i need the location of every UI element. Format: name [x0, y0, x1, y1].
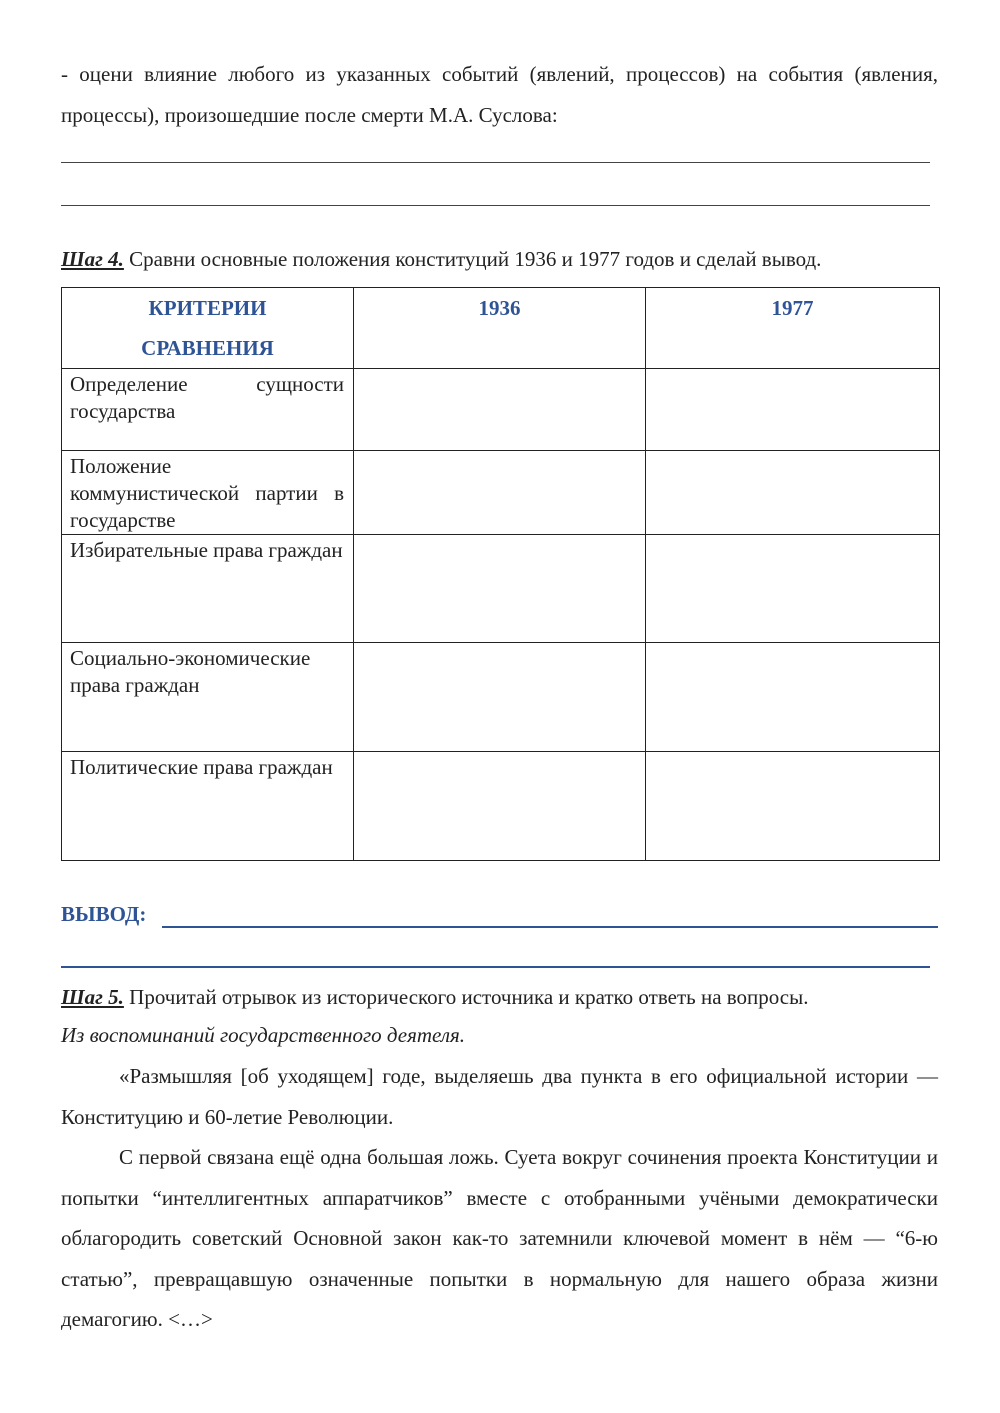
answer-cell-1977[interactable] — [646, 643, 940, 752]
conclusion-line-1[interactable] — [162, 926, 938, 928]
criterion-label: Политические права граждан — [70, 755, 333, 779]
intro-text: - оцени влияние любого из указанных событий (явлений, процессов) на события (явления, процессы), произошедшие после смерти М.А. Суслова: — [61, 62, 938, 127]
criterion-cell — [62, 535, 354, 643]
answer-cell-1977[interactable] — [646, 535, 940, 643]
header-criteria-line2: СРАВНЕНИЯ — [141, 336, 274, 360]
table-row — [62, 752, 940, 861]
answer-cell-1936[interactable] — [354, 451, 646, 535]
step4-instruction: Сравни основные положения конституций 1936 и 1977 годов и сделай вывод. — [123, 247, 822, 271]
header-1936-label: 1936 — [478, 296, 521, 320]
table-row — [62, 369, 940, 451]
answer-cell-1936[interactable] — [354, 643, 646, 752]
table-header-row — [62, 288, 940, 369]
answer-cell-1936[interactable] — [354, 369, 646, 451]
criterion-label: Определение сущности государства — [70, 372, 344, 423]
table-row — [62, 451, 940, 535]
conclusion-line-2[interactable] — [61, 966, 930, 968]
header-criteria-line1: КРИТЕРИИ — [148, 296, 267, 320]
answer-cell-1936[interactable] — [354, 535, 646, 643]
answer-cell-1977[interactable] — [646, 752, 940, 861]
criterion-cell — [62, 451, 354, 535]
source-caption: Из воспоминаний государственного деятеля. — [61, 1023, 466, 1047]
answer-cell-1977[interactable] — [646, 369, 940, 451]
step5-heading — [61, 985, 938, 1009]
answer-line-1[interactable] — [61, 162, 930, 163]
header-1977 — [646, 288, 940, 369]
header-criteria — [62, 288, 354, 369]
criterion-cell — [62, 643, 354, 752]
header-1936 — [354, 288, 646, 369]
conclusion-label: ВЫВОД: — [61, 902, 147, 926]
step4-label: Шаг 4. — [61, 247, 124, 271]
table-row — [62, 643, 940, 752]
step4-heading — [61, 247, 938, 271]
answer-cell-1936[interactable] — [354, 752, 646, 861]
quote-paragraph-1: «Размышляя [об уходящем] годе, выделяешь два пункта в его официальной истории — Конституцию и 60-летие Революции. — [61, 1064, 938, 1129]
answer-line-2[interactable] — [61, 205, 930, 206]
criterion-cell — [62, 752, 354, 861]
comparison-table — [61, 287, 940, 861]
criterion-cell — [62, 369, 354, 451]
step5-instruction: Прочитай отрывок из исторического источника и кратко ответь на вопросы. — [123, 985, 809, 1009]
quote-paragraph-2: С первой связана ещё одна большая ложь. Суета вокруг сочинения проекта Конституции и попытки “интеллигентных аппаратчиков” вместе с отобранными учёными демократически облагородить советский Основной закон как-то затемнили ключевой момент в нём — “6-ю статью”, превращавшую означенные попытки в нормальную для нашего образа жизни демагогию. <…> — [61, 1145, 938, 1331]
header-1977-label: 1977 — [771, 296, 814, 320]
answer-cell-1977[interactable] — [646, 451, 940, 535]
criterion-label: Социально-экономические права граждан — [70, 646, 311, 697]
criterion-label: Избирательные права граждан — [70, 538, 343, 562]
criterion-label: Положение коммунистической партии в государстве — [70, 454, 344, 532]
table-row — [62, 535, 940, 643]
step5-label: Шаг 5. — [61, 985, 124, 1009]
